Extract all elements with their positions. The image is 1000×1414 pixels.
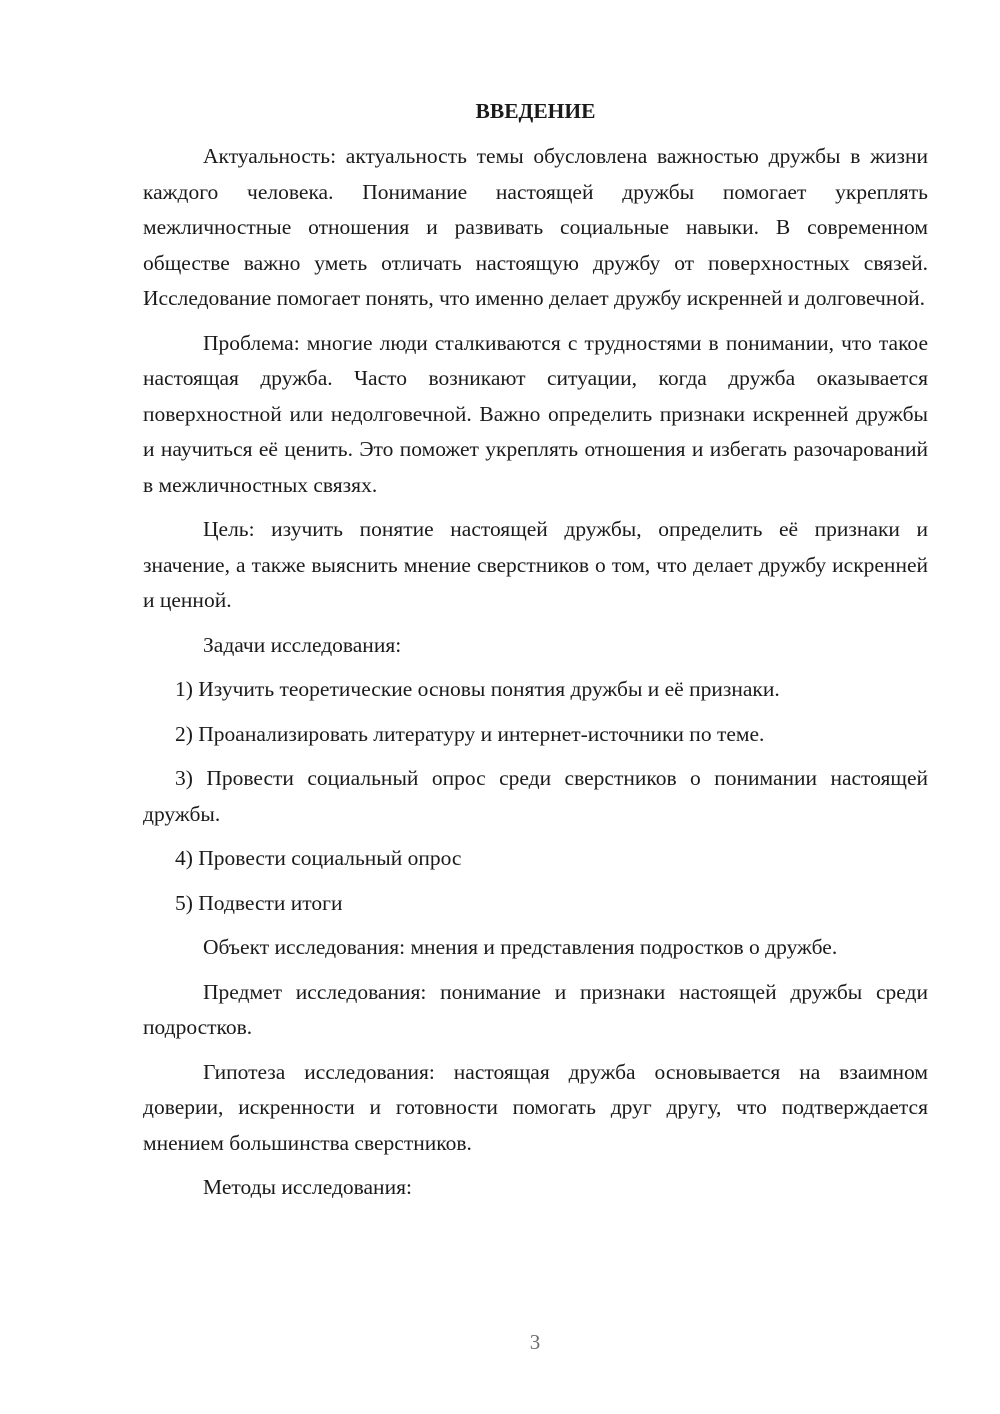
hypothesis-paragraph: Гипотеза исследования: настоящая дружба основывается на взаимном доверии, искренности и готовности помогать друг другу, что подтверждается мнением большинства сверстников. <box>143 1059 928 1155</box>
goal-paragraph: Цель: изучить понятие настоящей дружбы, определить её признаки и значение, а также выяснить мнение сверстников о том, что делает дружбу искренней и ценной. <box>143 517 928 612</box>
document-page <box>143 92 928 1215</box>
section-title: ВВЕДЕНИЕ <box>475 99 596 123</box>
page-number: 3 <box>529 1330 541 1354</box>
task-item: 2) Проанализировать литературу и интернет-источники по теме. <box>175 721 765 746</box>
task-item: 5) Подвести итоги <box>175 890 343 915</box>
tasks-heading: Задачи исследования: <box>203 632 402 657</box>
task-item: 3) Провести социальный опрос среди сверстников о понимании настоящей дружбы. <box>143 766 928 826</box>
task-item: 4) Провести социальный опрос <box>175 846 462 870</box>
relevance-paragraph: Актуальность: актуальность темы обусловлена важностью дружбы в жизни каждого человека. Понимание настоящей дружбы помогает укреплять межличностные отношения и развивать социальные навыки. В современном обществе важно уметь отличать настоящую дружбу от поверхностных связей. Исследование помогает понять, что именно делает дружбу искренней и долговечной. <box>143 144 928 310</box>
problem-paragraph: Проблема: многие люди сталкиваются с трудностями в понимании, что такое настоящая дружба. Часто возникают ситуации, когда дружба оказывается поверхностной или недолговечной. Важно определить признаки искренней дружбы и научиться её ценить. Это поможет укреплять отношения и избегать разочарований в межличностных связях. <box>143 330 928 497</box>
methods-heading: Методы исследования: <box>203 1175 412 1199</box>
task-item: 1) Изучить теоретические основы понятия дружбы и её признаки. <box>175 677 780 701</box>
subject-paragraph: Предмет исследования: понимание и признаки настоящей дружбы среди подростков. <box>143 979 928 1039</box>
object-paragraph: Объект исследования: мнения и представления подростков о дружбе. <box>203 935 838 959</box>
